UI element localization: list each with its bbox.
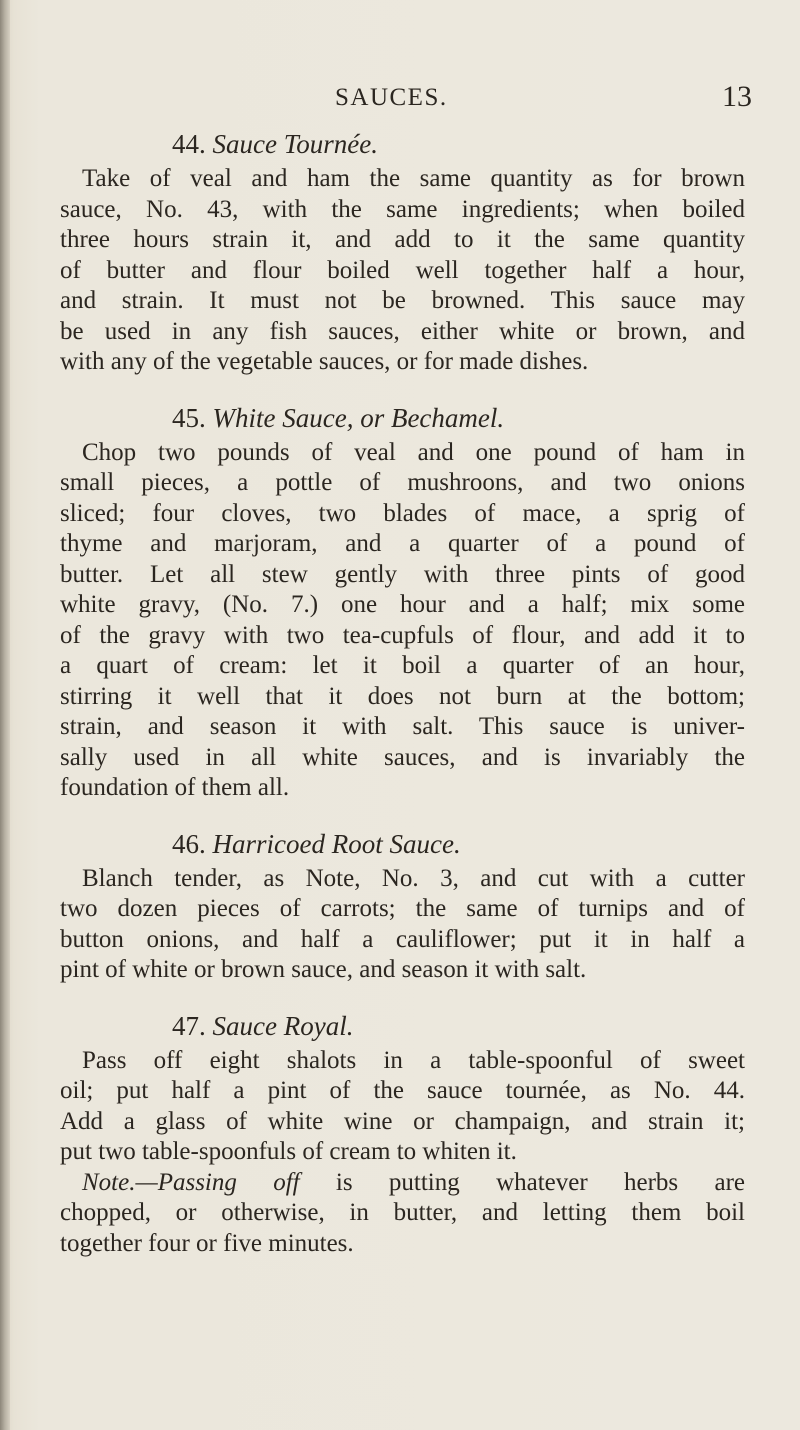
recipe-heading (60, 124, 745, 164)
recipe-number: 45. (172, 402, 206, 433)
text-line: of the gravy with two tea-cupfuls of flour, and add it to (60, 621, 745, 649)
recipe-number: 44. (172, 129, 206, 159)
recipe-title: White Sauce, or Bechamel. (212, 402, 505, 433)
text-line: Pass off eight shalots in a table-spoonful of sweet (82, 1046, 745, 1074)
text-line: thyme and marjoram, and a quarter of a pound of (60, 530, 745, 557)
text-line: strain, and season it with salt. This sauce is univer- (60, 713, 745, 740)
recipe-heading (60, 824, 745, 864)
text-line: sauce, No. 43, with the same ingredients; when boiled (60, 195, 745, 223)
text-line: white gravy, (No. 7.) one hour and a half; mix some (60, 591, 745, 618)
page-binding-edge (0, 0, 10, 1430)
text-line: a quart of cream: let it boil a quarter of an hour, (60, 652, 745, 679)
running-title: SAUCES. (335, 84, 448, 111)
running-head (0, 80, 800, 120)
text-line: stirring it well that it does not burn at the bottom; (60, 682, 745, 710)
note-term: Passing off (157, 1168, 300, 1196)
recipe-number: 47. (172, 1010, 206, 1041)
text-line: be used in any fish sauces, either white or brown, and (60, 317, 745, 345)
recipe-46 (60, 824, 745, 986)
text-line: of butter and flour boiled well together half a hour, (60, 256, 745, 284)
text-line: together four or five minutes. (60, 1229, 354, 1257)
text-line: pint of white or brown sauce, and season it with salt. (60, 956, 587, 983)
text-line: oil; put half a pint of the sauce tournée, as No. 44. (60, 1077, 745, 1104)
text-line: sally used in all white sauces, and is invariably the (60, 743, 745, 771)
text-line (60, 1168, 745, 1199)
recipe-44 (60, 124, 745, 378)
page-number: 13 (722, 80, 752, 113)
text-line: foundation of them all. (60, 774, 290, 801)
text-line: butter. Let all stew gently with three pints of good (60, 560, 745, 588)
recipe-heading (60, 1006, 745, 1046)
text-line: chopped, or otherwise, in butter, and letting them boil (60, 1199, 745, 1226)
note-paragraph (60, 1168, 745, 1260)
text-line: Add a glass of white wine or champaign, and strain it; (60, 1107, 745, 1135)
text-line: two dozen pieces of carrots; the same of turnips and of (60, 895, 745, 922)
text-line: put two table-spoonfuls of cream to whiten it. (60, 1138, 517, 1165)
text-line: small pieces, a pottle of mushroons, and two onions (60, 469, 745, 496)
recipe-title: Harricoed Root Sauce. (212, 828, 461, 859)
recipe-47 (60, 1006, 745, 1168)
recipe-heading (60, 398, 745, 438)
note-text: is putting whatever herbs are (299, 1168, 745, 1196)
text-line: with any of the vegetable sauces, or for made dishes. (60, 348, 589, 375)
recipe-number: 46. (172, 828, 206, 859)
recipe-title: Sauce Tournée. (212, 129, 378, 159)
text-line: Chop two pounds of veal and one pound of ham in (82, 438, 745, 466)
text-line: button onions, and half a cauliflower; put it in half a (60, 925, 745, 953)
recipe-45 (60, 398, 745, 804)
recipe-title: Sauce Royal. (212, 1010, 354, 1041)
text-line: and strain. It must not be browned. This sauce may (60, 287, 745, 314)
text-line: sliced; four cloves, two blades of mace, a sprig of (60, 499, 745, 527)
text-line: Take of veal and ham the same quantity as for brown (82, 165, 745, 192)
note-label: Note.— (82, 1168, 158, 1196)
text-line: three hours strain it, and add to it the same quantity (60, 226, 745, 253)
text-block (60, 124, 745, 1259)
text-line: Blanch tender, as Note, No. 3, and cut with a cutter (82, 864, 745, 892)
